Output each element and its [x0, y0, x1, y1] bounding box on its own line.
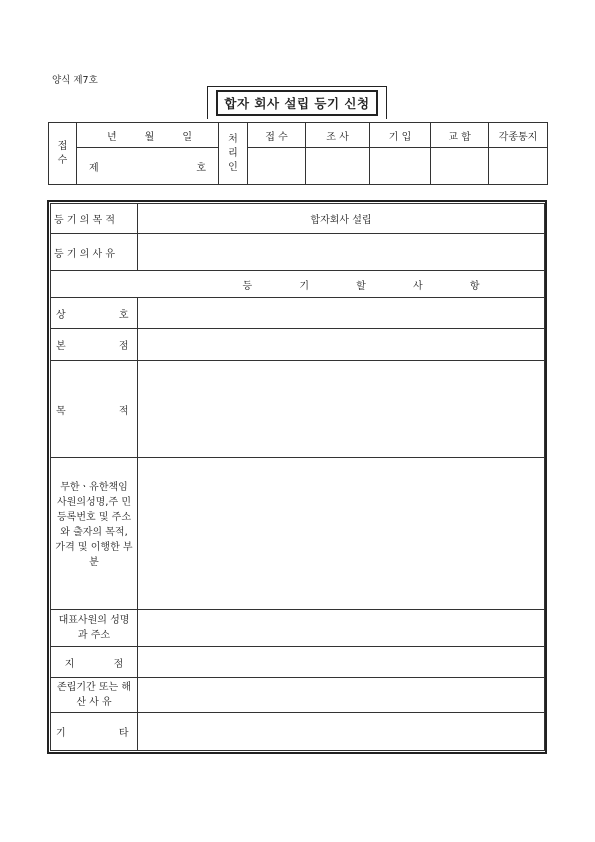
representative-label-cell — [51, 610, 138, 647]
trade-name-label-cell — [51, 298, 138, 329]
col-reception — [248, 123, 306, 148]
duration-row — [51, 678, 545, 713]
reception-label: 접수 — [57, 140, 68, 166]
month-label: 월 — [144, 131, 155, 143]
branch-field[interactable] — [138, 647, 545, 678]
purpose-row — [51, 204, 545, 234]
col-notices-label: 각종통지 — [498, 131, 538, 143]
processor-label: 처리인 — [228, 133, 238, 173]
reason-label-cell — [51, 234, 138, 271]
section-header-row — [51, 271, 545, 298]
col-notices — [489, 123, 548, 148]
col-investigation — [306, 123, 370, 148]
purpose-label-cell — [51, 204, 138, 234]
section-header-cell — [51, 271, 545, 298]
representative-label: 대표사원의 성명 과 주소 — [58, 615, 130, 641]
partners-label: 무한ㆍ유한책임 사원의성명,주 민등록번호 및 주소와 출자의 목적, 가격 및 이행한 부분 — [55, 482, 133, 568]
number-prefix: 제 — [89, 162, 99, 174]
col-reception-label: 접 수 — [265, 131, 288, 143]
trade-name-row — [51, 298, 545, 329]
number-suffix: 호 — [196, 162, 206, 174]
other-field[interactable] — [138, 713, 545, 751]
form-title: 합자 회사 설립 등기 신청 — [216, 90, 377, 116]
partners-field[interactable] — [138, 458, 545, 610]
duration-label: 존립기간 또는 해 산 사 유 — [57, 682, 131, 708]
number-cell — [77, 148, 219, 185]
representative-field[interactable] — [138, 610, 545, 647]
purpose-field[interactable] — [138, 204, 545, 234]
partners-label-cell — [51, 458, 138, 610]
other-label-cell — [51, 713, 138, 751]
purpose-value: 합자회사 설립 — [310, 215, 372, 226]
title-frame — [207, 86, 387, 119]
objective-row — [51, 361, 545, 458]
other-row — [51, 713, 545, 751]
reason-row — [51, 234, 545, 271]
receipt-table — [48, 122, 548, 185]
other-label: 기 타 — [56, 728, 129, 739]
branch-row — [51, 647, 545, 678]
objective-label: 목 적 — [56, 405, 129, 417]
col-entry — [370, 123, 431, 148]
branch-label-cell — [51, 647, 138, 678]
duration-field[interactable] — [138, 678, 545, 713]
trade-name-field[interactable] — [138, 298, 545, 329]
investigation-stamp-field[interactable] — [306, 148, 370, 185]
reception-label-cell — [49, 123, 77, 185]
reason-field[interactable] — [138, 234, 545, 271]
head-office-label-cell — [51, 329, 138, 361]
objective-label-cell — [51, 361, 138, 458]
branch-label: 지 점 — [64, 658, 124, 670]
partners-row — [51, 458, 545, 610]
notices-stamp-field[interactable] — [489, 148, 548, 185]
application-table — [50, 203, 545, 751]
objective-field[interactable] — [138, 361, 545, 458]
section-header-label: 등 기 할 사 항 — [242, 280, 502, 292]
head-office-label: 본 점 — [56, 341, 129, 352]
year-label: 년 — [107, 131, 117, 143]
col-investigation-label: 조 사 — [326, 131, 349, 143]
duration-label-cell — [51, 678, 138, 713]
collation-stamp-field[interactable] — [431, 148, 489, 185]
entry-stamp-field[interactable] — [370, 148, 431, 185]
trade-name-label: 상 호 — [56, 309, 129, 321]
date-cell — [77, 123, 219, 148]
head-office-field[interactable] — [138, 329, 545, 361]
section-header — [223, 277, 502, 292]
day-label: 일 — [182, 131, 192, 143]
processor-label-cell — [219, 123, 248, 185]
form-number: 양식 제7호 — [52, 75, 98, 86]
reception-stamp-field[interactable] — [248, 148, 306, 185]
col-entry-label: 기 입 — [388, 131, 412, 143]
reason-label: 등 기 의 사 유 — [54, 248, 116, 260]
purpose-label: 등 기 의 목 적 — [54, 215, 116, 226]
head-office-row — [51, 329, 545, 361]
representative-row — [51, 610, 545, 647]
col-collation — [431, 123, 489, 148]
col-collation-label: 교 합 — [448, 131, 471, 143]
